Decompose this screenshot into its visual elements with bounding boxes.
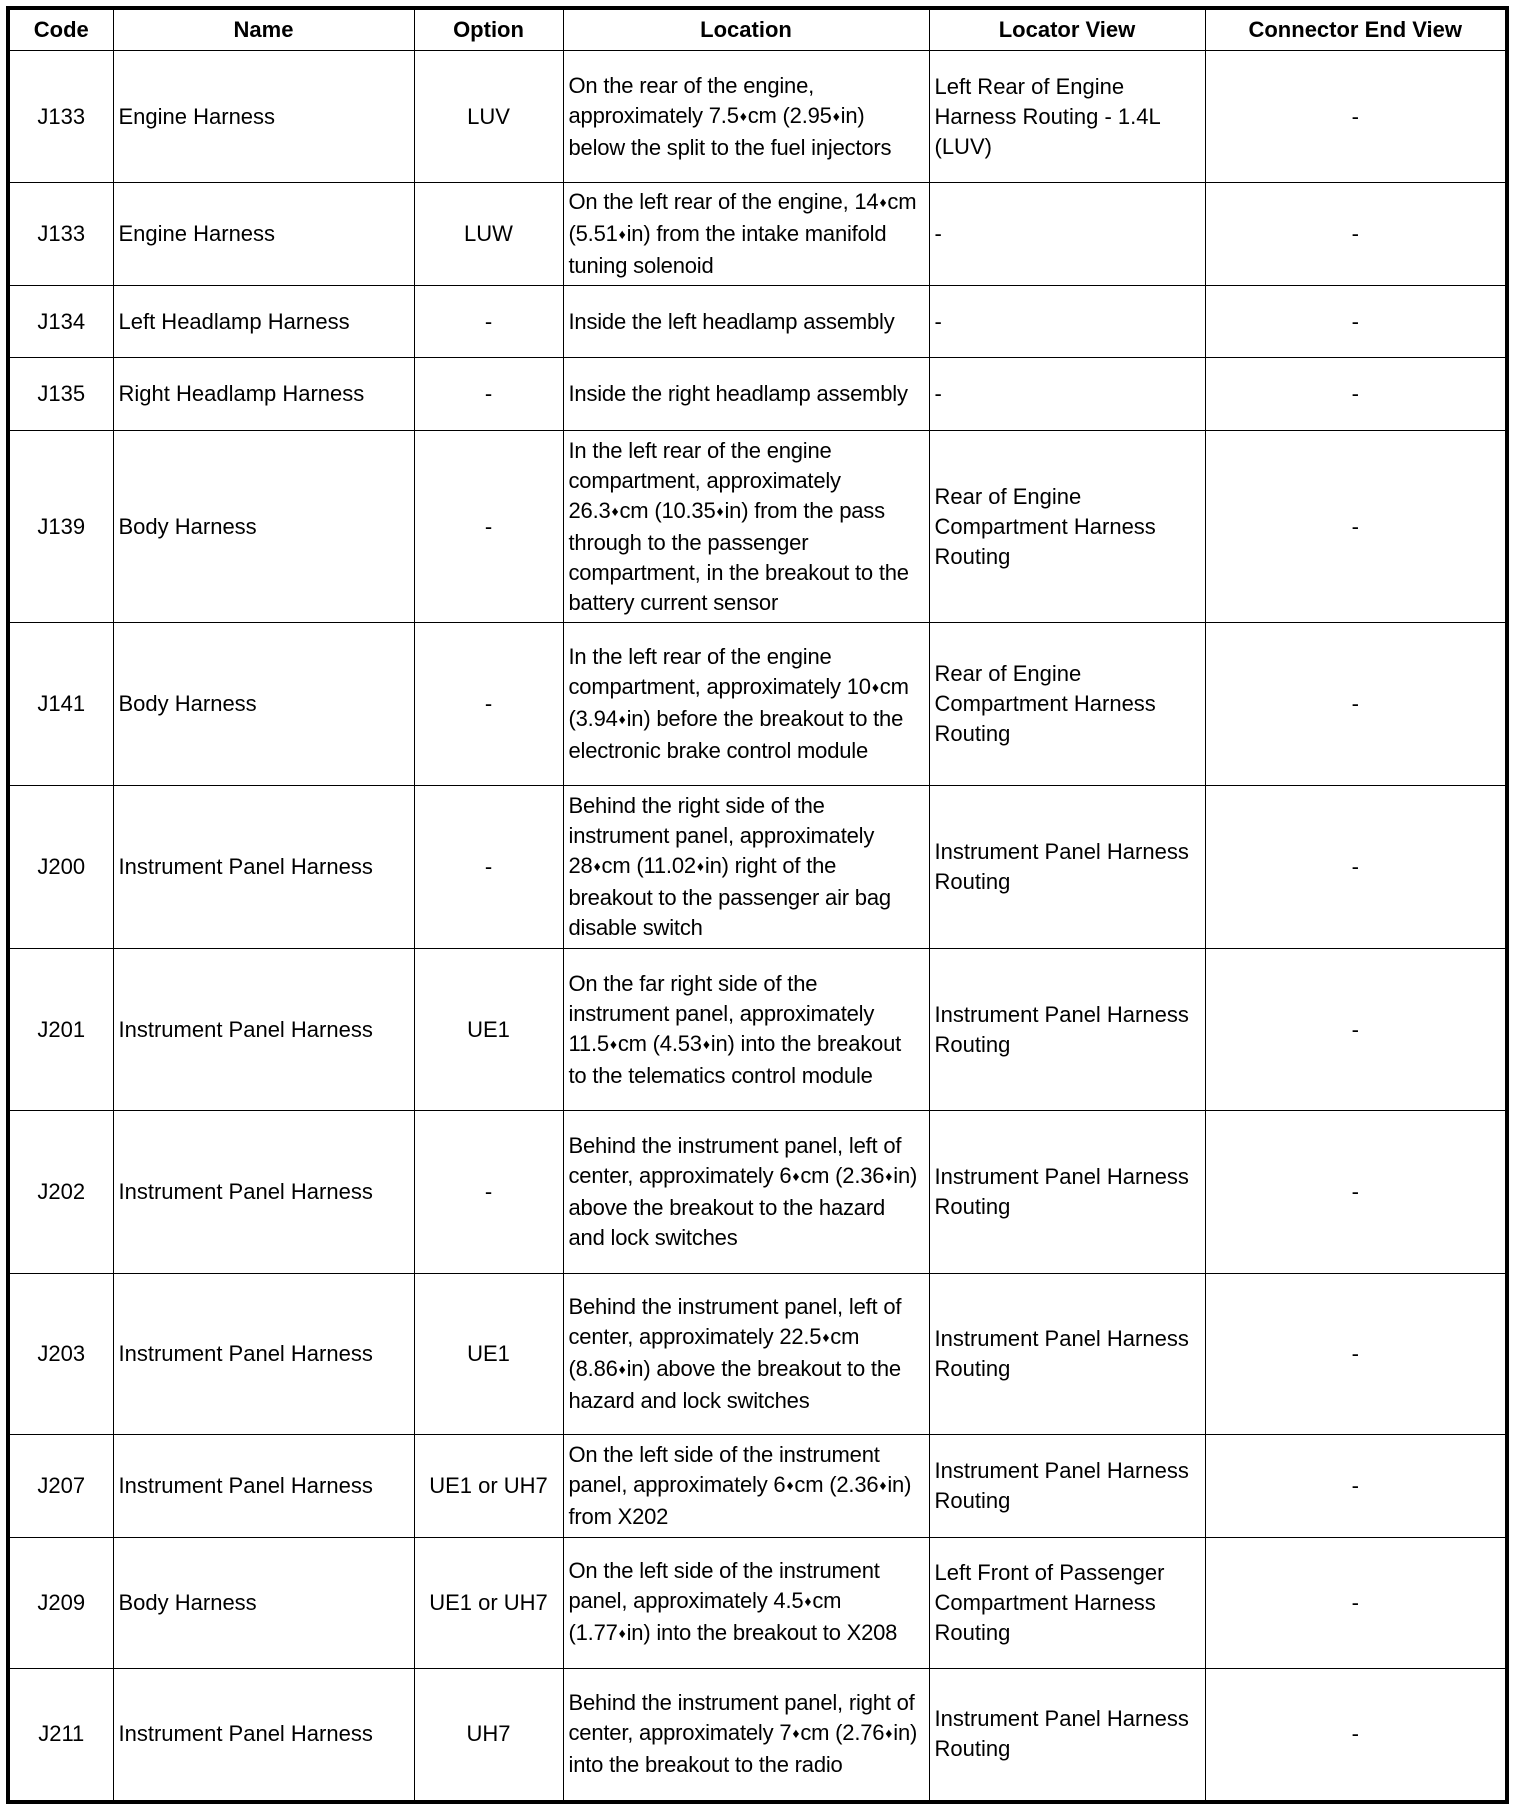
diamond-separator-icon: ♦ [885, 1168, 893, 1184]
cell-name: Left Headlamp Harness [113, 286, 414, 358]
cell-connector-end-view: - [1205, 1274, 1507, 1435]
diamond-separator-icon: ♦ [611, 502, 619, 519]
diamond-separator-icon: ♦ [618, 226, 626, 242]
cell-name: Instrument Panel Harness [113, 949, 414, 1111]
cell-connector-end-view: - [1205, 1669, 1507, 1802]
cell-code: J200 [8, 786, 113, 949]
cell-location: In the left rear of the engine compartment, approximately 26.3♦cm (10.35♦in) from the pass through to the passenger compartment, in the breakout to the battery current sensor [563, 431, 929, 623]
diamond-separator-icon: ♦ [879, 194, 887, 210]
cell-locator-view: - [929, 183, 1205, 286]
cell-location: On the left side of the instrument panel, approximately 6♦cm (2.36♦in) from X202 [563, 1435, 929, 1538]
table-row [8, 358, 1507, 431]
header-row [8, 8, 1507, 51]
cell-location: On the left side of the instrument panel, approximately 4.5♦cm (1.77♦in) into the breakout to X208 [563, 1538, 929, 1669]
diamond-separator-icon: ♦ [618, 1361, 626, 1377]
cell-code: J209 [8, 1538, 113, 1669]
cell-locator-view: Instrument Panel Harness Routing [929, 949, 1205, 1111]
cell-locator-view: Instrument Panel Harness Routing [929, 1111, 1205, 1274]
cell-connector-end-view: - [1205, 1111, 1507, 1274]
cell-location: Behind the right side of the instrument panel, approximately 28♦cm (11.02♦in) right of the breakout to the passenger air bag disable switch [563, 786, 929, 949]
cell-locator-view: Instrument Panel Harness Routing [929, 786, 1205, 949]
cell-code: J202 [8, 1111, 113, 1274]
table-row [8, 786, 1507, 949]
cell-option: - [414, 1111, 563, 1274]
diamond-separator-icon: ♦ [885, 1725, 893, 1742]
diamond-separator-icon: ♦ [739, 107, 747, 124]
cell-code: J135 [8, 358, 113, 431]
table-row [8, 1274, 1507, 1435]
header-connector-end-view: Connector End View [1205, 8, 1507, 51]
cell-location: Behind the instrument panel, left of center, approximately 6♦cm (2.36♦in) above the breakout to the hazard and lock switches [563, 1111, 929, 1274]
cell-name: Instrument Panel Harness [113, 1669, 414, 1802]
cell-location: Behind the instrument panel, left of center, approximately 22.5♦cm (8.86♦in) above the breakout to the hazard and lock switches [563, 1274, 929, 1435]
connector-table [6, 6, 1509, 1804]
cell-name: Body Harness [113, 623, 414, 786]
cell-code: J133 [8, 183, 113, 286]
cell-connector-end-view: - [1205, 1538, 1507, 1669]
cell-name: Instrument Panel Harness [113, 1274, 414, 1435]
cell-code: J201 [8, 949, 113, 1111]
cell-location: In the left rear of the engine compartment, approximately 10♦cm (3.94♦in) before the breakout to the electronic brake control module [563, 623, 929, 786]
cell-name: Body Harness [113, 431, 414, 623]
cell-locator-view: Instrument Panel Harness Routing [929, 1435, 1205, 1538]
cell-connector-end-view: - [1205, 786, 1507, 949]
table-row [8, 286, 1507, 358]
cell-locator-view: Instrument Panel Harness Routing [929, 1274, 1205, 1435]
cell-name: Engine Harness [113, 183, 414, 286]
cell-option: - [414, 786, 563, 949]
header-locator-view: Locator View [929, 8, 1205, 51]
cell-location: Inside the left headlamp assembly [563, 286, 929, 358]
cell-name: Instrument Panel Harness [113, 786, 414, 949]
table-row [8, 431, 1507, 623]
diamond-separator-icon: ♦ [792, 1725, 800, 1742]
cell-locator-view: - [929, 286, 1205, 358]
cell-option: - [414, 358, 563, 431]
cell-connector-end-view: - [1205, 949, 1507, 1111]
cell-connector-end-view: - [1205, 286, 1507, 358]
table-row [8, 623, 1507, 786]
diamond-separator-icon: ♦ [618, 711, 626, 727]
header-option: Option [414, 8, 563, 51]
diamond-separator-icon: ♦ [618, 1625, 626, 1641]
diamond-separator-icon: ♦ [609, 1035, 617, 1052]
table-row [8, 1669, 1507, 1802]
cell-connector-end-view: - [1205, 431, 1507, 623]
cell-locator-view: - [929, 358, 1205, 431]
table-row [8, 1111, 1507, 1274]
diamond-separator-icon: ♦ [702, 1035, 710, 1052]
cell-connector-end-view: - [1205, 623, 1507, 786]
cell-option: UE1 or UH7 [414, 1435, 563, 1538]
diamond-separator-icon: ♦ [822, 1329, 830, 1345]
cell-option: - [414, 431, 563, 623]
diamond-separator-icon: ♦ [786, 1477, 794, 1493]
cell-code: J207 [8, 1435, 113, 1538]
cell-locator-view: Left Front of Passenger Compartment Harness Routing [929, 1538, 1205, 1669]
cell-name: Engine Harness [113, 51, 414, 183]
cell-name: Instrument Panel Harness [113, 1435, 414, 1538]
cell-location: On the left rear of the engine, 14♦cm (5.51♦in) from the intake manifold tuning solenoid [563, 183, 929, 286]
cell-option: UE1 [414, 1274, 563, 1435]
cell-connector-end-view: - [1205, 51, 1507, 183]
cell-option: UE1 [414, 949, 563, 1111]
table-row [8, 183, 1507, 286]
cell-name: Instrument Panel Harness [113, 1111, 414, 1274]
cell-code: J134 [8, 286, 113, 358]
cell-name: Right Headlamp Harness [113, 358, 414, 431]
table-row [8, 1538, 1507, 1669]
cell-location: On the rear of the engine, approximately 7.5♦cm (2.95♦in) below the split to the fuel injectors [563, 51, 929, 183]
cell-option: - [414, 286, 563, 358]
cell-location: Behind the instrument panel, right of center, approximately 7♦cm (2.76♦in) into the breakout to the radio [563, 1669, 929, 1802]
diamond-separator-icon: ♦ [879, 1477, 887, 1493]
cell-option: LUW [414, 183, 563, 286]
cell-locator-view: Rear of Engine Compartment Harness Routing [929, 431, 1205, 623]
cell-option: - [414, 623, 563, 786]
diamond-separator-icon: ♦ [593, 858, 601, 874]
cell-locator-view: Rear of Engine Compartment Harness Routing [929, 623, 1205, 786]
diamond-separator-icon: ♦ [696, 858, 704, 874]
header-location: Location [563, 8, 929, 51]
cell-code: J211 [8, 1669, 113, 1802]
cell-option: UH7 [414, 1669, 563, 1802]
cell-connector-end-view: - [1205, 183, 1507, 286]
cell-locator-view: Instrument Panel Harness Routing [929, 1669, 1205, 1802]
cell-location: On the far right side of the instrument panel, approximately 11.5♦cm (4.53♦in) into the breakout to the telematics control module [563, 949, 929, 1111]
diamond-separator-icon: ♦ [792, 1168, 800, 1184]
header-code: Code [8, 8, 113, 51]
header-name: Name [113, 8, 414, 51]
cell-connector-end-view: - [1205, 1435, 1507, 1538]
cell-connector-end-view: - [1205, 358, 1507, 431]
diamond-separator-icon: ♦ [716, 502, 724, 519]
cell-code: J133 [8, 51, 113, 183]
cell-name: Body Harness [113, 1538, 414, 1669]
cell-code: J203 [8, 1274, 113, 1435]
cell-code: J139 [8, 431, 113, 623]
table-row [8, 949, 1507, 1111]
diamond-separator-icon: ♦ [871, 679, 879, 695]
cell-location: Inside the right headlamp assembly [563, 358, 929, 431]
diamond-separator-icon: ♦ [804, 1593, 812, 1609]
cell-option: UE1 or UH7 [414, 1538, 563, 1669]
cell-locator-view: Left Rear of Engine Harness Routing - 1.4L (LUV) [929, 51, 1205, 183]
cell-option: LUV [414, 51, 563, 183]
table-row [8, 51, 1507, 183]
cell-code: J141 [8, 623, 113, 786]
table-row [8, 1435, 1507, 1538]
diamond-separator-icon: ♦ [832, 107, 840, 124]
